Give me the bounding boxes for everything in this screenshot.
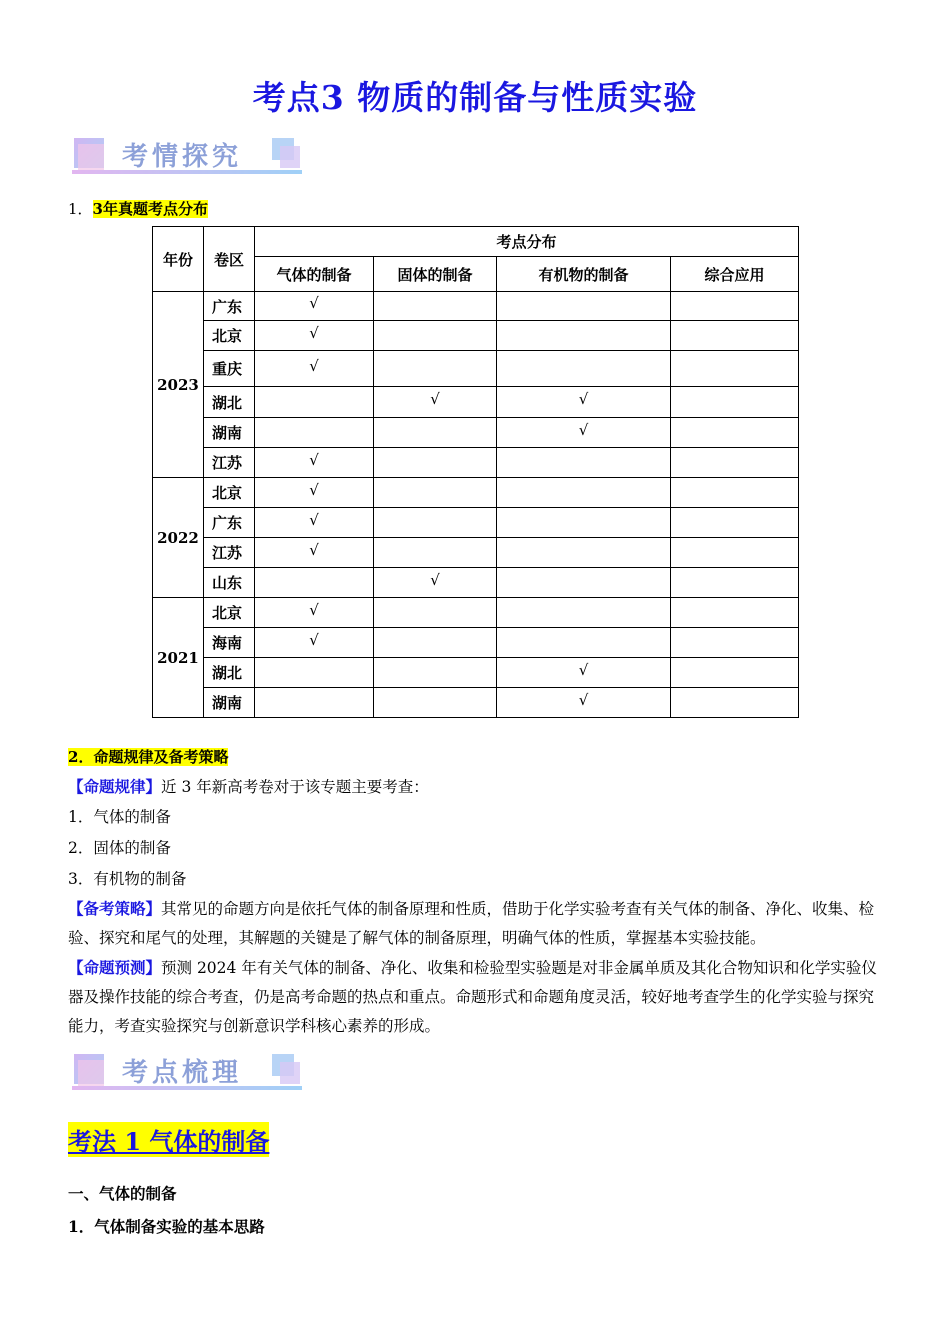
mark-cell (374, 448, 497, 478)
mark-cell (497, 351, 671, 387)
year-cell: 2022 (153, 478, 204, 598)
mark-cell (497, 568, 671, 598)
mark-cell (671, 568, 799, 598)
mark-cell (671, 448, 799, 478)
region-cell: 江苏 (204, 538, 255, 568)
mark-cell (374, 688, 497, 718)
region-cell: 重庆 (204, 351, 255, 387)
mark-cell (671, 538, 799, 568)
exam-distribution-table (152, 226, 799, 718)
mark-cell (671, 387, 799, 418)
header-distribution: 考点分布 (255, 227, 799, 257)
region-cell: 湖南 (204, 418, 255, 448)
table-row (153, 508, 799, 538)
header-col: 气体的制备 (255, 257, 374, 292)
mark-cell (255, 387, 374, 418)
heading-gas-preparation: 一、气体的制备 (68, 1184, 177, 1203)
check-mark: √ (309, 480, 319, 499)
region-cell: 江苏 (204, 448, 255, 478)
table-row (153, 351, 799, 387)
check-mark: √ (309, 510, 319, 529)
method-title: 考法 1 气体的制备 (68, 1122, 269, 1157)
header-col: 综合应用 (671, 257, 799, 292)
mark-cell (255, 351, 374, 387)
mark-cell (671, 658, 799, 688)
mark-cell (374, 387, 497, 418)
mark-cell (374, 418, 497, 448)
table-row (153, 321, 799, 351)
section-heading-distribution: 1．3年真题考点分布 (68, 200, 208, 218)
check-mark: √ (309, 323, 319, 342)
page-title: 考点3 物质的制备与性质实验 (252, 78, 698, 117)
mark-cell (374, 538, 497, 568)
table-row (153, 448, 799, 478)
mark-cell (255, 418, 374, 448)
mark-cell (255, 658, 374, 688)
region-cell: 北京 (204, 321, 255, 351)
mark-cell (374, 292, 497, 321)
region-cell: 广东 (204, 292, 255, 321)
table-row (153, 628, 799, 658)
table-row (153, 418, 799, 448)
mark-cell (255, 321, 374, 351)
banner-label: 考点梳理 (122, 1058, 243, 1088)
mark-cell (671, 418, 799, 448)
mark-cell (374, 321, 497, 351)
list-item: 1．气体的制备 (68, 808, 171, 826)
mark-cell (255, 568, 374, 598)
check-mark: √ (309, 630, 319, 649)
section-banner-exam-analysis (72, 136, 302, 180)
mark-cell (497, 418, 671, 448)
check-mark: √ (578, 660, 589, 679)
mark-cell (255, 448, 374, 478)
banner-label: 考情探究 (122, 142, 243, 172)
table-row (153, 688, 799, 718)
mark-cell (497, 387, 671, 418)
table-row (153, 478, 799, 508)
mark-cell (671, 688, 799, 718)
check-mark: √ (309, 540, 319, 559)
mark-cell (374, 351, 497, 387)
section-banner-key-points (72, 1052, 302, 1096)
mark-cell (497, 598, 671, 628)
header-year: 年份 (153, 227, 204, 292)
header-region: 卷区 (204, 227, 255, 292)
region-cell: 湖南 (204, 688, 255, 718)
check-mark: √ (578, 390, 589, 408)
mark-cell (374, 598, 497, 628)
check-mark: √ (430, 570, 440, 589)
table-row (153, 387, 799, 418)
year-cell: 2021 (153, 598, 204, 718)
strategy-paragraph: 【备考策略】其常见的命题方向是依托气体的制备原理和性质，借助于化学实验考查有关气体的制备、净化、收集、检验、探究和尾气的处理，其解题的关键是了解气体的制备原理，明确气体的性质，掌握基本实验技能。 (68, 899, 875, 947)
mark-cell (255, 508, 374, 538)
mark-cell (497, 538, 671, 568)
rule-paragraph: 【命题规律】近 3 年新高考卷对于该专题主要考查： (68, 777, 429, 796)
mark-cell (374, 508, 497, 538)
region-cell: 北京 (204, 478, 255, 508)
mark-cell (374, 568, 497, 598)
table-row (153, 568, 799, 598)
check-mark: √ (309, 450, 319, 469)
check-mark: √ (578, 420, 589, 439)
region-cell: 海南 (204, 628, 255, 658)
mark-cell (671, 478, 799, 508)
mark-cell (497, 448, 671, 478)
header-col: 固体的制备 (374, 257, 497, 292)
mark-cell (497, 628, 671, 658)
mark-cell (497, 292, 671, 321)
mark-cell (255, 478, 374, 508)
table-row (153, 538, 799, 568)
header-col: 有机物的制备 (497, 257, 671, 292)
mark-cell (671, 598, 799, 628)
mark-cell (497, 508, 671, 538)
mark-cell (671, 508, 799, 538)
mark-cell (671, 321, 799, 351)
table-row (153, 292, 799, 321)
mark-cell (255, 292, 374, 321)
table-row (153, 598, 799, 628)
forecast-paragraph: 【命题预测】预测 2024 年有关气体的制备、净化、收集和检验型实验题是对非金属单质及其化合物知识和化学实验仪器及操作技能的综合考查，仍是高考命题的热点和重点。命题形式和命题角度灵活，较好地考查学生的化学实验与探究能力，考查实验探究与创新意识学科核心素养的形成。 (68, 958, 877, 1035)
check-mark: √ (430, 390, 440, 408)
check-mark: √ (309, 600, 319, 619)
mark-cell (374, 658, 497, 688)
mark-cell (255, 688, 374, 718)
list-item: 2．固体的制备 (68, 839, 171, 857)
mark-cell (255, 628, 374, 658)
check-mark: √ (309, 294, 319, 312)
mark-cell (255, 598, 374, 628)
region-cell: 湖北 (204, 387, 255, 418)
region-cell: 广东 (204, 508, 255, 538)
mark-cell (255, 538, 374, 568)
mark-cell (497, 688, 671, 718)
check-mark: √ (309, 356, 319, 375)
mark-cell (671, 351, 799, 387)
year-cell: 2023 (153, 292, 204, 478)
section-heading-strategy: 2．命题规律及备考策略 (68, 748, 229, 766)
table-row (153, 658, 799, 688)
mark-cell (497, 658, 671, 688)
mark-cell (374, 478, 497, 508)
region-cell: 山东 (204, 568, 255, 598)
mark-cell (497, 321, 671, 351)
mark-cell (671, 628, 799, 658)
region-cell: 北京 (204, 598, 255, 628)
check-mark: √ (578, 690, 589, 709)
list-item: 3．有机物的制备 (68, 870, 187, 888)
heading-basic-approach: 1．气体制备实验的基本思路 (68, 1217, 265, 1236)
region-cell: 湖北 (204, 658, 255, 688)
mark-cell (374, 628, 497, 658)
mark-cell (497, 478, 671, 508)
mark-cell (671, 292, 799, 321)
